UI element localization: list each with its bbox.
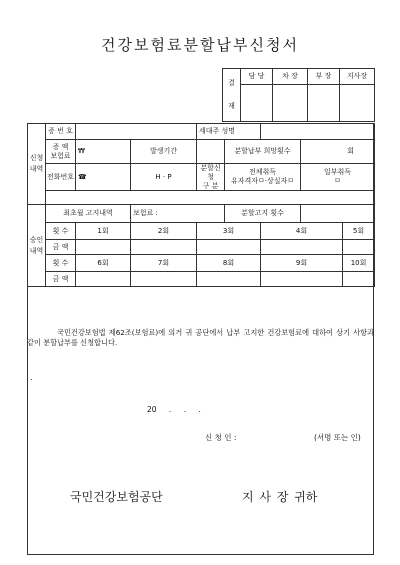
organization-name: 국민건강보험공단 — [70, 490, 163, 504]
form-title: 건강보험료분할납부신청서 — [101, 36, 299, 54]
phone-icon: ☎ — [78, 172, 87, 181]
round-2: 2회 — [131, 223, 197, 240]
approval-header-staff: 담 당 — [241, 69, 273, 85]
installment-request-label: 분할납부 희망횟수 — [225, 140, 301, 164]
round-1: 1회 — [76, 223, 131, 240]
won-icon: ₩ — [78, 147, 85, 156]
round-3: 3회 — [197, 223, 261, 240]
round-5: 5회 — [343, 223, 375, 240]
approval-sign-staff[interactable] — [241, 85, 273, 122]
bullet-dot: . — [30, 373, 33, 382]
householder-label: 세대주 성명 — [197, 124, 261, 140]
phone-label: 전화번호 — [46, 164, 76, 191]
split-count-label: 분할고지 횟수 — [225, 205, 301, 223]
approval-sign-branch-head[interactable] — [340, 85, 375, 122]
signature-note: (서명 또는 인) — [314, 433, 361, 442]
approval-section-label: 승인 내역 — [28, 205, 46, 287]
first-notice-premium: 보험료 : — [131, 205, 225, 223]
approval-header-branch-head: 지사장 — [340, 69, 375, 85]
round-7: 7회 — [131, 255, 197, 272]
approval-sign-manager[interactable] — [308, 85, 340, 122]
mobile-field[interactable]: H · P — [131, 164, 197, 191]
approval-header-manager: 부 장 — [308, 69, 340, 85]
round-8: 8회 — [197, 255, 261, 272]
approval-header-deputy: 차 장 — [273, 69, 308, 85]
date-field[interactable]: 20 . . . — [147, 405, 201, 414]
period-label: 발생기간 — [131, 140, 197, 164]
round-4: 4회 — [261, 223, 343, 240]
count-label: 횟 수 — [46, 223, 76, 240]
application-section-label: 신청 내역 — [28, 124, 46, 205]
reason-label: 분할신청 구 분 — [197, 164, 225, 191]
declaration-text: 국민건강보험법 제62조(보험료)에 의거 귀 공단에서 납부 고지한 건강보험료에 대하여 상기 사항과 같이 분할납부를 신청합니다. — [27, 328, 374, 347]
amount-label-2: 금 액 — [46, 272, 76, 287]
premium-label: 증 액 보험료 — [46, 140, 76, 164]
cert-no-label: 증 번 호 — [46, 124, 76, 140]
round-9: 9회 — [261, 255, 343, 272]
recipient: 지 사 장 귀하 — [242, 490, 318, 504]
count-label-2: 횟 수 — [46, 255, 76, 272]
full-acquisition-option[interactable]: 전체취득 유자격자ㅁ·상실자ㅁ — [225, 164, 301, 191]
applicant-label: 신 청 인 : — [205, 433, 237, 442]
partial-acquisition-option[interactable]: 일부취득 ㅁ — [301, 164, 375, 191]
amount-label: 금 액 — [46, 240, 76, 255]
round-6: 6회 — [76, 255, 131, 272]
approval-table — [222, 68, 375, 122]
approval-label: 결 재 — [223, 69, 241, 122]
first-notice-label: 최초월 고지내역 — [46, 205, 131, 223]
round-10: 10회 — [343, 255, 375, 272]
approval-sign-deputy[interactable] — [273, 85, 308, 122]
installment-request-field[interactable]: 회 — [301, 140, 375, 164]
